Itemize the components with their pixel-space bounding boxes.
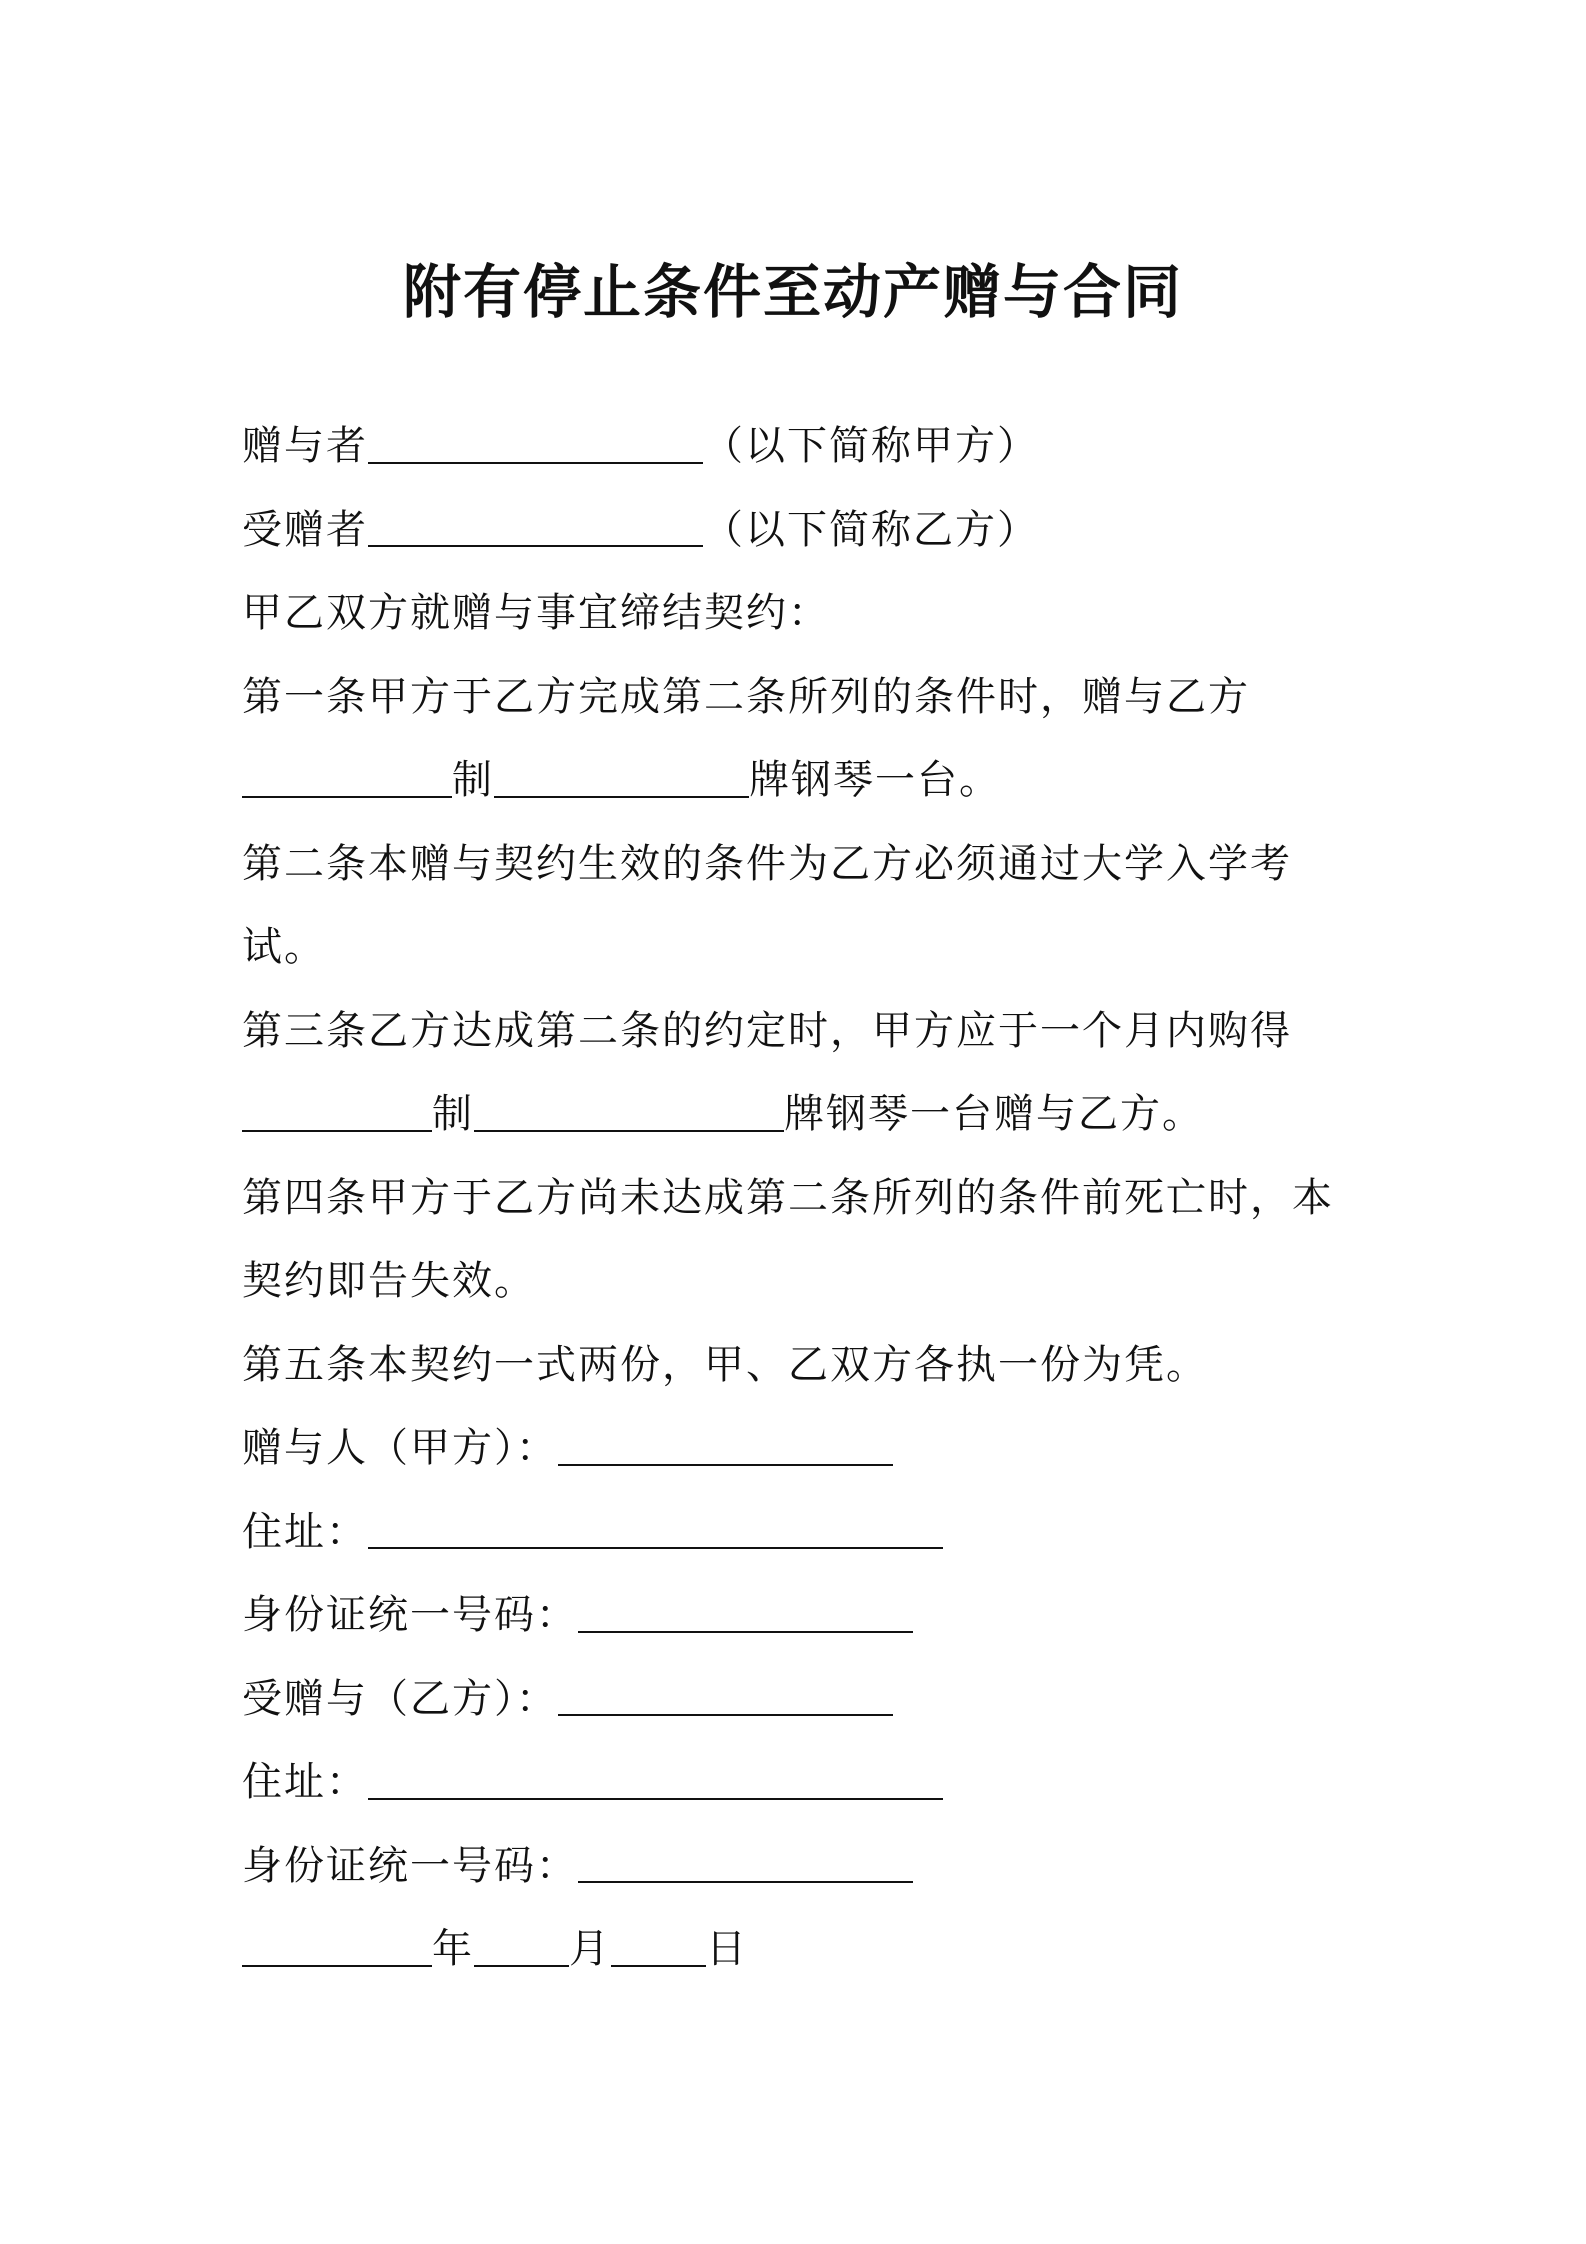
year-label: 年 (432, 1926, 474, 1972)
article1-maker-blank (242, 756, 452, 798)
article1-brand-blank (494, 756, 749, 798)
date-line (242, 1908, 1362, 1992)
article3-line2 (242, 1073, 1362, 1157)
donor-id-line (242, 1574, 1362, 1658)
article2-line1: 第二条本赠与契约生效的条件为乙方必须通过大学入学考 (242, 840, 1292, 887)
donee-line (242, 489, 1362, 573)
article3-maker-blank (242, 1090, 432, 1132)
donee-id-label: 身份证统一号码： (242, 1842, 578, 1889)
donee-id-line (242, 1825, 1362, 1909)
article1-line1: 第一条甲方于乙方完成第二条所列的条件时，赠与乙方 (242, 673, 1250, 720)
donee-signature-line (242, 1658, 1362, 1742)
article3-line1: 第三条乙方达成第二条的约定时，甲方应于一个月内购得 (242, 1007, 1292, 1054)
donor-suffix: （以下简称甲方） (703, 423, 1039, 469)
donee-suffix: （以下简称乙方） (703, 506, 1039, 553)
donee-signature-label: 受赠与（乙方）： (242, 1675, 558, 1722)
donor-id-label: 身份证统一号码： (242, 1592, 578, 1638)
year-blank (242, 1925, 432, 1967)
article3-brand-blank (474, 1090, 784, 1132)
donor-signature-blank (558, 1424, 893, 1466)
donor-id-blank (578, 1591, 913, 1633)
donee-address-blank (368, 1758, 943, 1800)
month-blank (474, 1925, 569, 1967)
article4-line2: 契约即告失效。 (242, 1258, 536, 1304)
donor-signature-label: 赠与人（甲方）： (242, 1425, 558, 1471)
article1-mid: 制 (452, 757, 494, 803)
donee-id-blank (578, 1841, 913, 1883)
article3-mid: 制 (432, 1091, 474, 1137)
article1-line2 (242, 739, 1362, 823)
article2-line2: 试。 (242, 924, 326, 970)
donee-label: 受赠者 (242, 506, 368, 553)
preamble: 甲乙双方就赠与事宜缔结契约： (242, 590, 830, 636)
article3-end: 牌钢琴一台赠与乙方。 (784, 1091, 1204, 1137)
donee-signature-blank (558, 1674, 893, 1716)
donor-name-blank (368, 422, 703, 464)
day-blank (611, 1925, 706, 1967)
donor-address-line (242, 1491, 1362, 1575)
donor-address-blank (368, 1507, 943, 1549)
contract-body (242, 405, 1362, 1992)
donee-name-blank (368, 505, 703, 547)
article1-end: 牌钢琴一台。 (749, 757, 1001, 803)
article4-line1: 第四条甲方于乙方尚未达成第二条所列的条件前死亡时，本 (242, 1174, 1334, 1221)
donee-address-label: 住址： (242, 1759, 368, 1805)
document-title: 附有停止条件至动产赠与合同 (402, 258, 1183, 326)
month-label: 月 (569, 1926, 611, 1972)
donor-address-label: 住址： (242, 1508, 368, 1555)
donor-label: 赠与者 (242, 423, 368, 469)
donor-signature-line (242, 1407, 1362, 1491)
donee-address-line (242, 1741, 1362, 1825)
day-label: 日 (706, 1926, 748, 1972)
donor-line (242, 405, 1362, 489)
article5: 第五条本契约一式两份，甲、乙双方各执一份为凭。 (242, 1341, 1208, 1388)
